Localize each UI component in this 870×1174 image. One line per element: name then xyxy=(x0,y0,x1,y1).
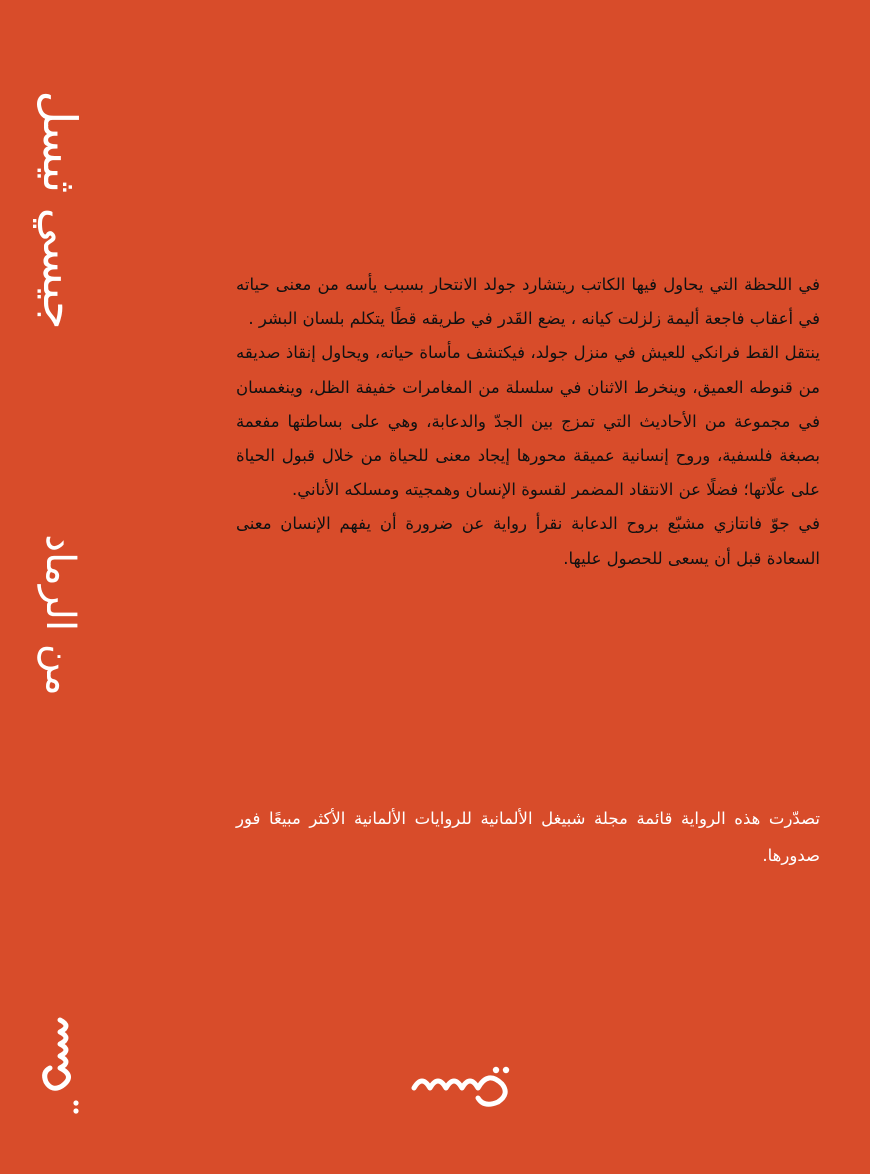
blurb-paragraph: في اللحظة التي يحاول فيها الكاتب ريتشارد جولد الانتحار بسبب يأسه من معنى حياته في أعقاب فاجعة أليمة زلزلت كيانه ، يضع القَدر في طريقه قطًا يتكلم بلسان البشر . xyxy=(236,275,820,329)
book-spine xyxy=(0,0,120,1174)
blurb-paragraph: ينتقل القط فرانكي للعيش في منزل جولد، فيكتشف مأساة حياته، ويحاول إنقاذ صديقه من قنوطه العميق، وينخرط الاثنان في سلسلة من المغامرات خفيفة الظل، وينغمسان في مجموعة من الأحاديث التي تمزج بين الجدّ والدعابة، وهي على بساطتها مفعمة بصبغة فلسفية، وروح إنسانية عميقة محورها إيجاد معنى للحياة من خلال قبول الحياة على علّاتها؛ فضلًا عن الانتقاد المضمر لقسوة الإنسان وهمجيته ومسلكه الأناني. xyxy=(236,343,820,500)
bestseller-text: تصدّرت هذه الرواية قائمة مجلة شبيغل الألمانية للروايات الألمانية الأكثر مبيعًا فور صدورها. xyxy=(236,809,820,865)
book-title: من الرماد xyxy=(37,534,83,696)
bestseller-note xyxy=(236,800,820,874)
back-cover-blurb xyxy=(236,268,820,576)
spine-publisher-logo xyxy=(35,1010,85,1130)
publisher-logo xyxy=(410,1050,560,1110)
blurb-paragraph: في جوّ فانتازي مشبّع بروح الدعابة نقرأ رواية عن ضرورة أن يفهم الإنسان معنى السعادة قبل أن يسعى للحصول عليها. xyxy=(236,514,820,568)
author-name: جيسي ثيسل xyxy=(33,90,87,330)
